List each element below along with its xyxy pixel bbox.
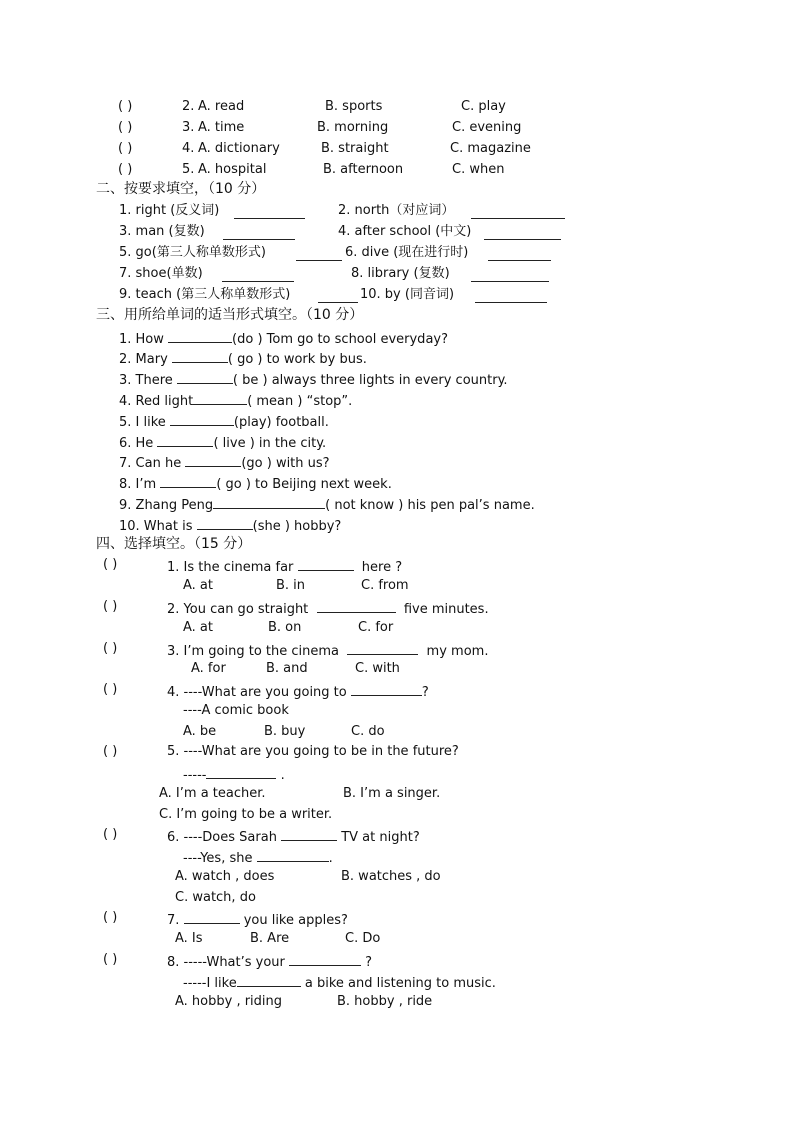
option-c: C. with <box>355 661 400 676</box>
p3-item: 6. He ( live ) in the city. <box>119 432 326 450</box>
answer-blank[interactable] <box>484 225 561 240</box>
option-c: C. do <box>351 724 385 739</box>
p2-item: 6. dive (现在进行时) <box>345 245 469 260</box>
p2-item: 3. man (复数) <box>119 224 205 239</box>
answer-blank[interactable] <box>234 204 305 219</box>
p4-q4-answer-line: ----A comic book <box>183 703 289 718</box>
option-a: A. hospital <box>198 162 267 177</box>
p4-q8: 8. -----What’s your ? <box>167 951 372 969</box>
option-a: A. I’m a teacher. <box>159 786 266 801</box>
p4-q2: 2. You can go straight five minutes. <box>167 598 489 616</box>
answer-blank[interactable] <box>185 452 241 467</box>
answer-blank[interactable] <box>168 328 232 343</box>
option-b: B. buy <box>264 724 306 739</box>
answer-blank[interactable] <box>296 246 342 261</box>
answer-paren[interactable]: ( ) <box>103 641 118 656</box>
p3-item: 10. What is (she ) hobby? <box>119 515 341 533</box>
option-b: B. hobby , ride <box>337 994 433 1009</box>
option-b: B. I’m a singer. <box>343 786 441 801</box>
answer-blank[interactable] <box>471 204 565 219</box>
answer-blank[interactable] <box>488 246 551 261</box>
option-b: B. straight <box>321 141 389 156</box>
answer-blank[interactable] <box>289 951 361 966</box>
p2-item: 7. shoe(单数) <box>119 266 203 281</box>
option-a: A. dictionary <box>198 141 280 156</box>
answer-blank[interactable] <box>347 640 418 655</box>
p1-q3: ( ) 3. A. time B. morning C. evening <box>118 120 522 135</box>
answer-blank[interactable] <box>475 288 547 303</box>
option-a: A. read <box>198 99 245 114</box>
option-b: B. Are <box>250 931 290 946</box>
option-c: C. I’m going to be a writer. <box>159 807 333 822</box>
option-b: B. afternoon <box>323 162 404 177</box>
answer-blank[interactable] <box>193 390 247 405</box>
answer-blank[interactable] <box>237 972 301 987</box>
p3-item: 5. I like (play) football. <box>119 411 329 429</box>
answer-paren[interactable]: ( ) <box>118 162 133 177</box>
answer-blank[interactable] <box>172 348 228 363</box>
answer-paren[interactable]: ( ) <box>118 120 133 135</box>
p2-item: 4. after school (中文) <box>338 224 472 239</box>
option-a: A. time <box>198 120 245 135</box>
p4-q7: 7. you like apples? <box>167 909 348 927</box>
p4-q6: 6. ----Does Sarah TV at night? <box>167 826 420 844</box>
p3-item: 1. How (do ) Tom go to school everyday? <box>119 328 448 346</box>
section-heading-part2: 二、按要求填空，（10 分） <box>96 181 266 197</box>
option-c: C. magazine <box>450 141 531 156</box>
answer-blank[interactable] <box>157 432 213 447</box>
option-a: A. be <box>183 724 217 739</box>
answer-blank[interactable] <box>317 598 396 613</box>
answer-paren[interactable]: ( ) <box>103 952 118 967</box>
option-a: A. at <box>183 578 213 593</box>
p2-item: 5. go(第三人称单数形式) <box>119 245 266 260</box>
option-c: C. play <box>461 99 506 114</box>
answer-blank[interactable] <box>184 909 240 924</box>
p3-item: 4. Red light ( mean ) “stop”. <box>119 390 352 408</box>
option-c: C. watch, do <box>175 890 256 905</box>
p4-q5-answer-line: ----- . <box>183 764 285 782</box>
option-c: C. from <box>361 578 409 593</box>
answer-blank[interactable] <box>257 847 329 862</box>
option-c: C. for <box>358 620 394 635</box>
option-b: B. morning <box>317 120 389 135</box>
answer-blank[interactable] <box>222 267 294 282</box>
answer-paren[interactable]: ( ) <box>103 682 118 697</box>
answer-blank[interactable] <box>213 494 325 509</box>
p1-q2: ( ) 2. A. read B. sports C. play <box>118 99 506 114</box>
option-a: A. for <box>191 661 226 676</box>
answer-paren[interactable]: ( ) <box>103 557 118 572</box>
p4-q3: 3. I’m going to the cinema my mom. <box>167 640 488 658</box>
p4-q1: 1. Is the cinema far here ? <box>167 556 402 574</box>
p4-q4: 4. ----What are you going to ? <box>167 681 429 699</box>
option-b: B. in <box>276 578 306 593</box>
answer-paren[interactable]: ( ) <box>103 599 118 614</box>
answer-blank[interactable] <box>206 764 276 779</box>
answer-blank[interactable] <box>298 556 354 571</box>
p4-q5: 5. ----What are you going to be in the future? <box>167 744 459 759</box>
answer-blank[interactable] <box>223 225 295 240</box>
option-c: C. evening <box>452 120 522 135</box>
p1-q4: ( ) 4. A. dictionary B. straight C. magazine <box>118 141 531 156</box>
p4-q6-answer-line: ----Yes, she . <box>183 847 333 865</box>
option-c: C. Do <box>345 931 381 946</box>
p2-item: 2. north（对应词） <box>338 203 455 218</box>
p2-item: 9. teach (第三人称单数形式) <box>119 287 291 302</box>
answer-blank[interactable] <box>177 369 233 384</box>
option-a: A. hobby , riding <box>175 994 283 1009</box>
answer-blank[interactable] <box>160 473 216 488</box>
p3-item: 9. Zhang Peng ( not know ) his pen pal’s name. <box>119 494 535 512</box>
p4-q8-answer-line: -----I like a bike and listening to music. <box>183 972 496 990</box>
p3-item: 8. I’m ( go ) to Beijing next week. <box>119 473 392 491</box>
p2-item: 1. right (反义词) <box>119 203 220 218</box>
answer-paren[interactable]: ( ) <box>103 910 118 925</box>
answer-blank[interactable] <box>318 288 358 303</box>
p1-q5: ( ) 5. A. hospital B. afternoon C. when <box>118 162 505 177</box>
answer-blank[interactable] <box>197 515 253 530</box>
option-b: B. and <box>266 661 308 676</box>
option-a: A. watch , does <box>175 869 275 884</box>
p2-item: 8. library (复数) <box>351 266 450 281</box>
option-b: B. on <box>268 620 302 635</box>
option-b: B. watches , do <box>341 869 441 884</box>
answer-blank[interactable] <box>471 267 549 282</box>
option-a: A. Is <box>175 931 203 946</box>
section-heading-part4: 四、选择填空。（15 分） <box>96 536 252 552</box>
answer-paren[interactable]: ( ) <box>103 744 118 759</box>
answer-paren[interactable]: ( ) <box>118 99 133 114</box>
option-a: A. at <box>183 620 213 635</box>
p3-item: 2. Mary ( go ) to work by bus. <box>119 348 367 366</box>
p3-item: 7. Can he (go ) with us? <box>119 452 330 470</box>
answer-blank[interactable] <box>281 826 337 841</box>
section-heading-part3: 三、用所给单词的适当形式填空。（10 分） <box>96 307 364 323</box>
p3-item: 3. There ( be ) always three lights in every country. <box>119 369 508 387</box>
option-b: B. sports <box>325 99 383 114</box>
option-c: C. when <box>452 162 505 177</box>
answer-paren[interactable]: ( ) <box>103 827 118 842</box>
p2-item: 10. by (同音词) <box>360 287 455 302</box>
answer-paren[interactable]: ( ) <box>118 141 133 156</box>
answer-blank[interactable] <box>351 681 422 696</box>
answer-blank[interactable] <box>170 411 234 426</box>
